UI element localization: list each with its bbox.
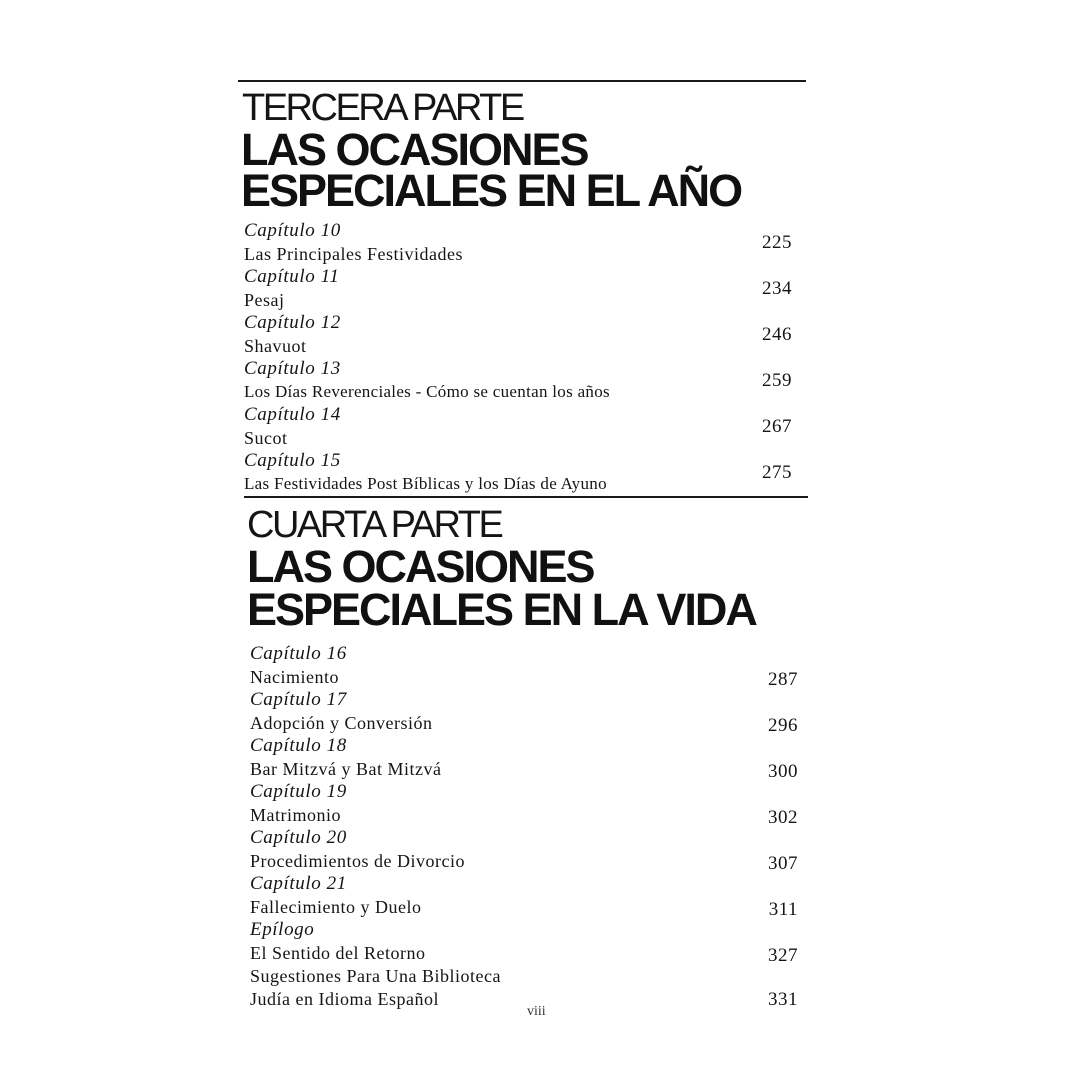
toc-entry [244,220,792,266]
toc-entry [244,312,792,358]
part3-title-line2: ESPECIALES EN EL AÑO [241,165,742,216]
page-number: 302 [768,807,798,828]
chapter-title: Fallecimiento y Duelo [250,897,422,917]
page-number: 311 [768,899,798,920]
toc-entry [244,358,792,404]
part4-title-line1: LAS OCASIONES [247,541,594,592]
page-number: 275 [762,462,792,483]
chapter-title: Sucot [244,428,288,448]
chapter-label: Capítulo 17 [250,689,347,710]
section-divider-rule [244,496,808,498]
toc-entry [250,643,798,689]
chapter-label: Capítulo 20 [250,827,347,848]
chapter-title: Los Días Reverenciales - Cómo se cuentan los años [244,382,610,401]
part3-title-line1: LAS OCASIONES [241,124,588,175]
toc-entry [250,919,798,965]
bibliography-title-line1: Sugestiones Para Una Biblioteca [250,966,501,986]
chapter-label: Capítulo 15 [244,450,341,471]
chapter-label: Capítulo 21 [250,873,347,894]
toc-entry [250,689,798,735]
page-number: 259 [762,370,792,391]
page-number: 327 [768,945,798,966]
chapter-title: El Sentido del Retorno [250,943,426,963]
chapter-title: Adopción y Conversión [250,713,433,733]
chapter-label: Capítulo 14 [244,404,341,425]
chapter-title: Shavuot [244,336,307,356]
chapter-title: Las Principales Festividades [244,244,463,264]
page-number: 225 [762,232,792,253]
toc-entry [250,873,798,919]
page-number: 331 [768,989,798,1010]
page-folio: viii [527,1004,546,1019]
chapter-label: Capítulo 12 [244,312,341,333]
chapter-title: Las Festividades Post Bíblicas y los Días de Ayuno [244,474,607,493]
chapter-label: Capítulo 19 [250,781,347,802]
top-rule [238,80,806,82]
chapter-label: Capítulo 11 [244,266,340,287]
chapter-label: Capítulo 18 [250,735,347,756]
page-number: 307 [768,853,798,874]
page-number: 246 [762,324,792,345]
toc-entry [244,266,792,312]
chapter-title: Matrimonio [250,805,341,825]
chapter-title: Pesaj [244,290,285,310]
part4-title-line2: ESPECIALES EN LA VIDA [247,584,756,635]
chapter-title: Bar Mitzvá y Bat Mitzvá [250,759,442,779]
page-number: 234 [762,278,792,299]
chapter-label: Capítulo 16 [250,643,347,664]
chapter-label: Capítulo 13 [244,358,341,379]
page-number: 296 [768,715,798,736]
toc-entry [250,781,798,827]
chapter-title: Nacimiento [250,667,339,687]
page-number: 300 [768,761,798,782]
toc-entry [244,450,792,496]
toc-entry [244,404,792,450]
chapter-label: Epílogo [250,919,315,940]
page-number: 267 [762,416,792,437]
toc-entry [250,827,798,873]
page-number: 287 [768,669,798,690]
toc-entry-bibliography [250,965,798,1013]
chapter-label: Capítulo 10 [244,220,341,241]
chapter-title: Procedimientos de Divorcio [250,851,465,871]
bibliography-title-line2: Judía en Idioma Español [250,989,439,1009]
part4-label: CUARTA PARTE [247,504,502,546]
toc-entry [250,735,798,781]
part3-label: TERCERA PARTE [242,87,523,129]
